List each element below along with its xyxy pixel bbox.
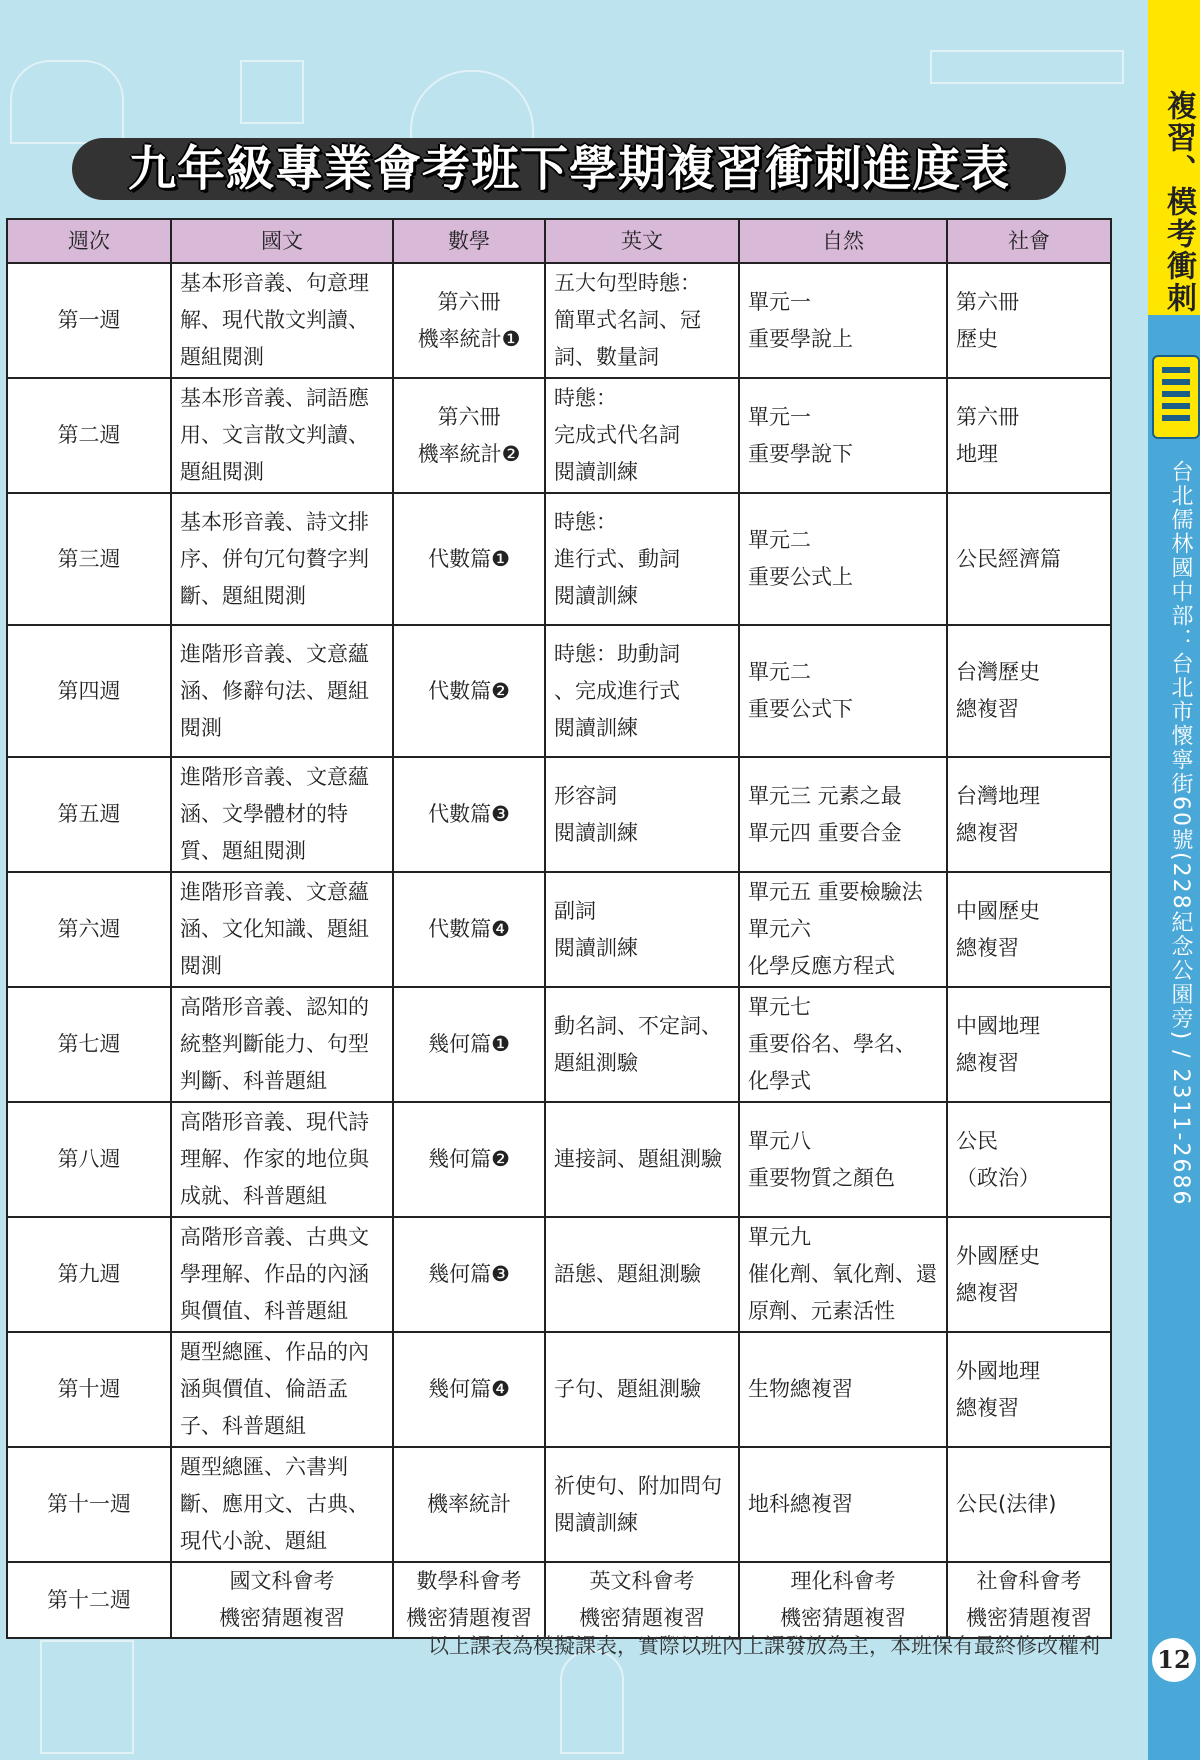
english-cell-line: 動名詞、不定詞、 <box>554 1013 722 1038</box>
header-english: 英文 <box>545 219 739 263</box>
math-cell-line: 第六冊 <box>437 289 501 314</box>
science-cell-line: 生物總複習 <box>748 1377 853 1401</box>
math-cell <box>393 1217 545 1332</box>
header-week: 週次 <box>7 219 171 263</box>
english-cell <box>545 1332 739 1447</box>
background-decoration <box>240 60 304 124</box>
science-cell-line: 重要學說下 <box>748 441 853 466</box>
social-cell-line: 機密猜題複習 <box>966 1606 1092 1630</box>
chinese-cell-line: 涵、修辭句法、題組 <box>180 678 369 703</box>
english-cell-line: 閱讀訓練 <box>554 715 638 740</box>
week-cell: 第一週 <box>7 263 171 378</box>
english-cell-line: 完成式代名詞 <box>554 423 680 447</box>
science-cell-line: 重要公式上 <box>748 565 853 589</box>
math-cell-line: 幾何篇❸ <box>428 1262 510 1286</box>
math-cell-line: 代數篇❹ <box>428 917 510 941</box>
social-cell <box>947 1332 1111 1447</box>
science-cell-line: 單元二 <box>748 528 811 552</box>
english-cell <box>545 1102 739 1217</box>
chinese-cell-line: 基本形音義、句意理 <box>180 271 369 295</box>
social-cell <box>947 625 1111 757</box>
chinese-cell <box>171 987 393 1102</box>
chinese-cell-line: 題組閱測 <box>180 460 264 484</box>
math-cell <box>393 987 545 1102</box>
social-cell-line: 台灣歷史 <box>956 660 1040 684</box>
english-cell <box>545 1447 739 1562</box>
math-cell-line: 機率統計❶ <box>417 326 521 351</box>
chinese-cell-line: 高階形音義、現代詩 <box>180 1110 369 1134</box>
science-cell <box>739 1562 947 1638</box>
social-cell-line: 總複習 <box>956 1050 1019 1075</box>
chinese-cell-line: 解、現代散文判讀、 <box>180 308 369 332</box>
week-cell: 第九週 <box>7 1217 171 1332</box>
math-cell <box>393 1562 545 1638</box>
science-cell <box>739 1447 947 1562</box>
social-cell-line: 總複習 <box>956 697 1019 721</box>
chinese-cell-line: 閱測 <box>180 715 222 740</box>
chinese-cell <box>171 1217 393 1332</box>
chinese-cell-line: 進階形音義、文意蘊 <box>180 765 369 789</box>
english-cell-line: 進行式、動詞 <box>554 546 680 571</box>
social-cell-line: （政治） <box>956 1165 1040 1190</box>
science-cell-line: 單元六 <box>748 917 811 941</box>
math-cell-line: 機率統計 <box>427 1492 511 1516</box>
chinese-cell-line: 基本形音義、詩文排 <box>180 509 369 534</box>
social-cell-line: 外國歷史 <box>956 1243 1040 1268</box>
science-cell-line: 單元一 <box>748 289 811 314</box>
table-row <box>7 1447 1111 1562</box>
chinese-cell <box>171 263 393 378</box>
english-cell <box>545 493 739 625</box>
chinese-cell-line: 成就、科普題組 <box>180 1184 327 1208</box>
english-cell <box>545 1217 739 1332</box>
chinese-cell-line: 用、文言散文判讀、 <box>180 423 369 447</box>
social-cell <box>947 1217 1111 1332</box>
english-cell-line: 詞、數量詞 <box>554 345 659 369</box>
english-cell <box>545 757 739 872</box>
chinese-cell-line: 涵、文學體材的特 <box>180 802 348 826</box>
english-cell-line: 閱讀訓練 <box>554 583 638 608</box>
chinese-cell-line: 機密猜題複習 <box>219 1606 345 1630</box>
chinese-cell-line: 題組閱測 <box>180 345 264 369</box>
chinese-cell <box>171 1102 393 1217</box>
table-row <box>7 872 1111 987</box>
chinese-cell <box>171 757 393 872</box>
background-decoration <box>560 1650 624 1754</box>
header-social: 社會 <box>947 219 1111 263</box>
social-cell-line: 總複習 <box>956 935 1019 960</box>
english-cell-line: 英文科會考 <box>589 1569 695 1593</box>
social-cell <box>947 263 1111 378</box>
english-cell-line: 閱讀訓練 <box>554 460 638 484</box>
science-cell <box>739 987 947 1102</box>
chinese-cell-line: 統整判斷能力、句型 <box>180 1032 369 1056</box>
week-cell: 第十週 <box>7 1332 171 1447</box>
math-cell-line: 數學科會考 <box>416 1569 522 1593</box>
science-cell-line: 理化科會考 <box>790 1569 896 1593</box>
social-cell-line: 公民 <box>956 1128 998 1153</box>
table-row <box>7 987 1111 1102</box>
chinese-cell-line: 進階形音義、文意蘊 <box>180 880 369 904</box>
page-number: 12 <box>1152 1638 1196 1682</box>
chinese-cell <box>171 1332 393 1447</box>
english-cell-line: 五大句型時態： <box>554 271 701 295</box>
page-title: 九年級專業會考班下學期複習衝刺進度表 <box>127 141 1010 197</box>
chinese-cell <box>171 493 393 625</box>
social-cell-line: 總複習 <box>956 820 1019 845</box>
chinese-cell-line: 涵與價值、倫語孟 <box>180 1377 348 1401</box>
science-cell-line: 單元一 <box>748 404 811 429</box>
chinese-cell-line: 進階形音義、文意蘊 <box>180 641 369 666</box>
math-cell-line: 幾何篇❶ <box>428 1032 510 1056</box>
footer-note: 以上課表為模擬課表，實際以班內上課發放為主，本班保有最終修改權利 <box>428 1634 1100 1658</box>
science-cell <box>739 493 947 625</box>
math-cell-line: 代數篇❸ <box>428 802 510 826</box>
chinese-cell-line: 子、科普題組 <box>180 1414 306 1438</box>
science-cell <box>739 1102 947 1217</box>
chinese-cell-line: 判斷、科普題組 <box>180 1069 327 1093</box>
social-cell-line: 總複習 <box>956 1395 1019 1420</box>
table-row <box>7 1102 1111 1217</box>
schedule-table <box>6 218 1112 1639</box>
science-cell-line: 重要俗名、學名、 <box>748 1032 916 1056</box>
table-row <box>7 378 1111 493</box>
english-cell <box>545 987 739 1102</box>
social-cell-line: 第六冊 <box>956 404 1019 429</box>
science-cell <box>739 872 947 987</box>
chinese-cell-line: 斷、應用文、古典、 <box>180 1492 369 1516</box>
header-chinese: 國文 <box>171 219 393 263</box>
social-cell-line: 公民經濟篇 <box>956 546 1061 571</box>
english-cell-line: 時態： <box>554 386 617 410</box>
science-cell <box>739 1332 947 1447</box>
chinese-cell-line: 高階形音義、認知的 <box>180 995 369 1019</box>
social-cell-line: 台灣地理 <box>956 783 1040 808</box>
math-cell <box>393 493 545 625</box>
week-cell: 第八週 <box>7 1102 171 1217</box>
social-cell-line: 歷史 <box>956 326 998 351</box>
math-cell-line: 代數篇❷ <box>428 678 510 703</box>
english-cell-line: 時態：助動詞 <box>554 641 680 666</box>
math-cell <box>393 263 545 378</box>
english-cell-line: 時態： <box>554 509 617 534</box>
science-cell-line: 催化劑、氧化劑、還 <box>748 1262 937 1286</box>
science-cell <box>739 378 947 493</box>
chinese-cell <box>171 625 393 757</box>
social-cell <box>947 1447 1111 1562</box>
science-cell-line: 原劑、元素活性 <box>748 1299 895 1323</box>
table-row <box>7 757 1111 872</box>
header-math: 數學 <box>393 219 545 263</box>
table-row <box>7 1217 1111 1332</box>
social-cell-line: 地理 <box>956 441 998 466</box>
math-cell <box>393 757 545 872</box>
english-cell-line: 形容詞 <box>554 783 617 808</box>
social-cell <box>947 493 1111 625</box>
social-cell-line: 第六冊 <box>956 289 1019 314</box>
math-cell-line: 幾何篇❹ <box>428 1377 510 1401</box>
science-cell <box>739 625 947 757</box>
science-cell <box>739 757 947 872</box>
table-row <box>7 1562 1111 1638</box>
science-cell-line: 單元三 元素之最 <box>748 783 902 808</box>
math-cell-line: 第六冊 <box>437 404 501 429</box>
english-cell <box>545 1562 739 1638</box>
english-cell-line: 子句、題組測驗 <box>554 1377 701 1401</box>
math-cell <box>393 1332 545 1447</box>
social-cell <box>947 872 1111 987</box>
background-decoration <box>930 50 1124 84</box>
math-cell <box>393 1447 545 1562</box>
math-cell <box>393 378 545 493</box>
chinese-cell-line: 理解、作家的地位與 <box>180 1147 369 1171</box>
science-cell-line: 單元九 <box>748 1225 811 1249</box>
social-cell <box>947 1102 1111 1217</box>
science-cell-line: 化學式 <box>748 1069 811 1093</box>
english-cell-line: 語態、題組測驗 <box>554 1262 701 1286</box>
math-cell-line: 機密猜題複習 <box>406 1606 532 1630</box>
week-cell: 第二週 <box>7 378 171 493</box>
english-cell-line: 祈使句、附加問句 <box>554 1473 722 1498</box>
english-cell-line: 機密猜題複習 <box>579 1606 705 1630</box>
chinese-cell-line: 題型總匯、六書判 <box>180 1455 348 1479</box>
math-cell-line: 幾何篇❷ <box>428 1147 510 1171</box>
chinese-cell <box>171 872 393 987</box>
week-cell: 第五週 <box>7 757 171 872</box>
math-cell-line: 機率統計❷ <box>417 441 521 466</box>
english-cell <box>545 625 739 757</box>
sidebar-address: 台北儒林國中部：台北市懷寧街60號(228紀念公園旁) / 2311-2686 <box>1168 460 1193 1207</box>
english-cell-line: 閱讀訓練 <box>554 820 638 845</box>
science-cell-line: 化學反應方程式 <box>748 954 895 978</box>
week-cell: 第七週 <box>7 987 171 1102</box>
english-cell <box>545 263 739 378</box>
science-cell-line: 地科總複習 <box>748 1492 853 1516</box>
english-cell-line: 閱讀訓練 <box>554 935 638 960</box>
social-cell-line: 中國歷史 <box>956 898 1040 923</box>
english-cell <box>545 378 739 493</box>
english-cell-line: 簡單式名詞、冠 <box>554 308 701 332</box>
chinese-cell <box>171 1562 393 1638</box>
social-cell-line: 社會科會考 <box>976 1569 1082 1593</box>
math-cell <box>393 872 545 987</box>
table-header-row <box>7 219 1111 263</box>
science-cell-line: 機密猜題複習 <box>780 1606 906 1630</box>
chinese-cell-line: 高階形音義、古典文 <box>180 1225 369 1249</box>
english-cell-line: 題組測驗 <box>554 1050 638 1075</box>
chinese-cell-line: 題型總匯、作品的內 <box>180 1340 369 1364</box>
science-cell-line: 單元七 <box>748 995 811 1019</box>
sidebar-title: 複習、模考衝刺 <box>1161 90 1196 314</box>
logo-icon <box>1152 355 1200 439</box>
week-cell: 第十一週 <box>7 1447 171 1562</box>
chinese-cell-line: 與價值、科普題組 <box>180 1299 348 1323</box>
background-decoration <box>10 60 124 144</box>
chinese-cell <box>171 378 393 493</box>
chinese-cell-line: 涵、文化知識、題組 <box>180 917 369 941</box>
chinese-cell-line: 質、題組閱測 <box>180 839 306 863</box>
chinese-cell-line: 基本形音義、詞語應 <box>180 386 369 410</box>
header-science: 自然 <box>739 219 947 263</box>
science-cell <box>739 263 947 378</box>
table-row <box>7 263 1111 378</box>
social-cell-line: 總複習 <box>956 1280 1019 1305</box>
science-cell <box>739 1217 947 1332</box>
science-cell-line: 單元五 重要檢驗法 <box>748 880 923 904</box>
week-cell: 第四週 <box>7 625 171 757</box>
english-cell-line: 副詞 <box>554 898 596 923</box>
social-cell <box>947 757 1111 872</box>
science-cell-line: 重要學說上 <box>748 326 853 351</box>
social-cell <box>947 378 1111 493</box>
chinese-cell-line: 序、併句冗句贅字判 <box>180 546 369 571</box>
week-cell: 第六週 <box>7 872 171 987</box>
social-cell-line: 中國地理 <box>956 1013 1040 1038</box>
chinese-cell-line: 學理解、作品的內涵 <box>180 1262 369 1286</box>
chinese-cell-line: 斷、題組閱測 <box>180 583 306 608</box>
math-cell-line: 代數篇❶ <box>428 546 510 571</box>
table-body <box>7 263 1111 1638</box>
week-cell: 第十二週 <box>7 1562 171 1638</box>
english-cell-line: 連接詞、題組測驗 <box>554 1147 722 1171</box>
chinese-cell-line: 閱測 <box>180 954 222 978</box>
science-cell-line: 重要公式下 <box>748 697 853 721</box>
social-cell <box>947 1562 1111 1638</box>
chinese-cell-line: 現代小說、題組 <box>180 1529 327 1553</box>
table-row <box>7 1332 1111 1447</box>
social-cell-line: 公民(法律) <box>956 1492 1057 1516</box>
english-cell-line: 、完成進行式 <box>554 678 680 703</box>
chinese-cell <box>171 1447 393 1562</box>
science-cell-line: 單元二 <box>748 660 811 684</box>
science-cell-line: 單元四 重要合金 <box>748 820 902 845</box>
background-decoration <box>40 1640 134 1754</box>
science-cell-line: 重要物質之顏色 <box>748 1165 895 1190</box>
social-cell <box>947 987 1111 1102</box>
english-cell <box>545 872 739 987</box>
math-cell <box>393 625 545 757</box>
english-cell-line: 閱讀訓練 <box>554 1510 638 1535</box>
table-row <box>7 493 1111 625</box>
week-cell: 第三週 <box>7 493 171 625</box>
social-cell-line: 外國地理 <box>956 1358 1040 1383</box>
science-cell-line: 單元八 <box>748 1128 811 1153</box>
math-cell <box>393 1102 545 1217</box>
table-row <box>7 625 1111 757</box>
chinese-cell-line: 國文科會考 <box>229 1569 335 1593</box>
